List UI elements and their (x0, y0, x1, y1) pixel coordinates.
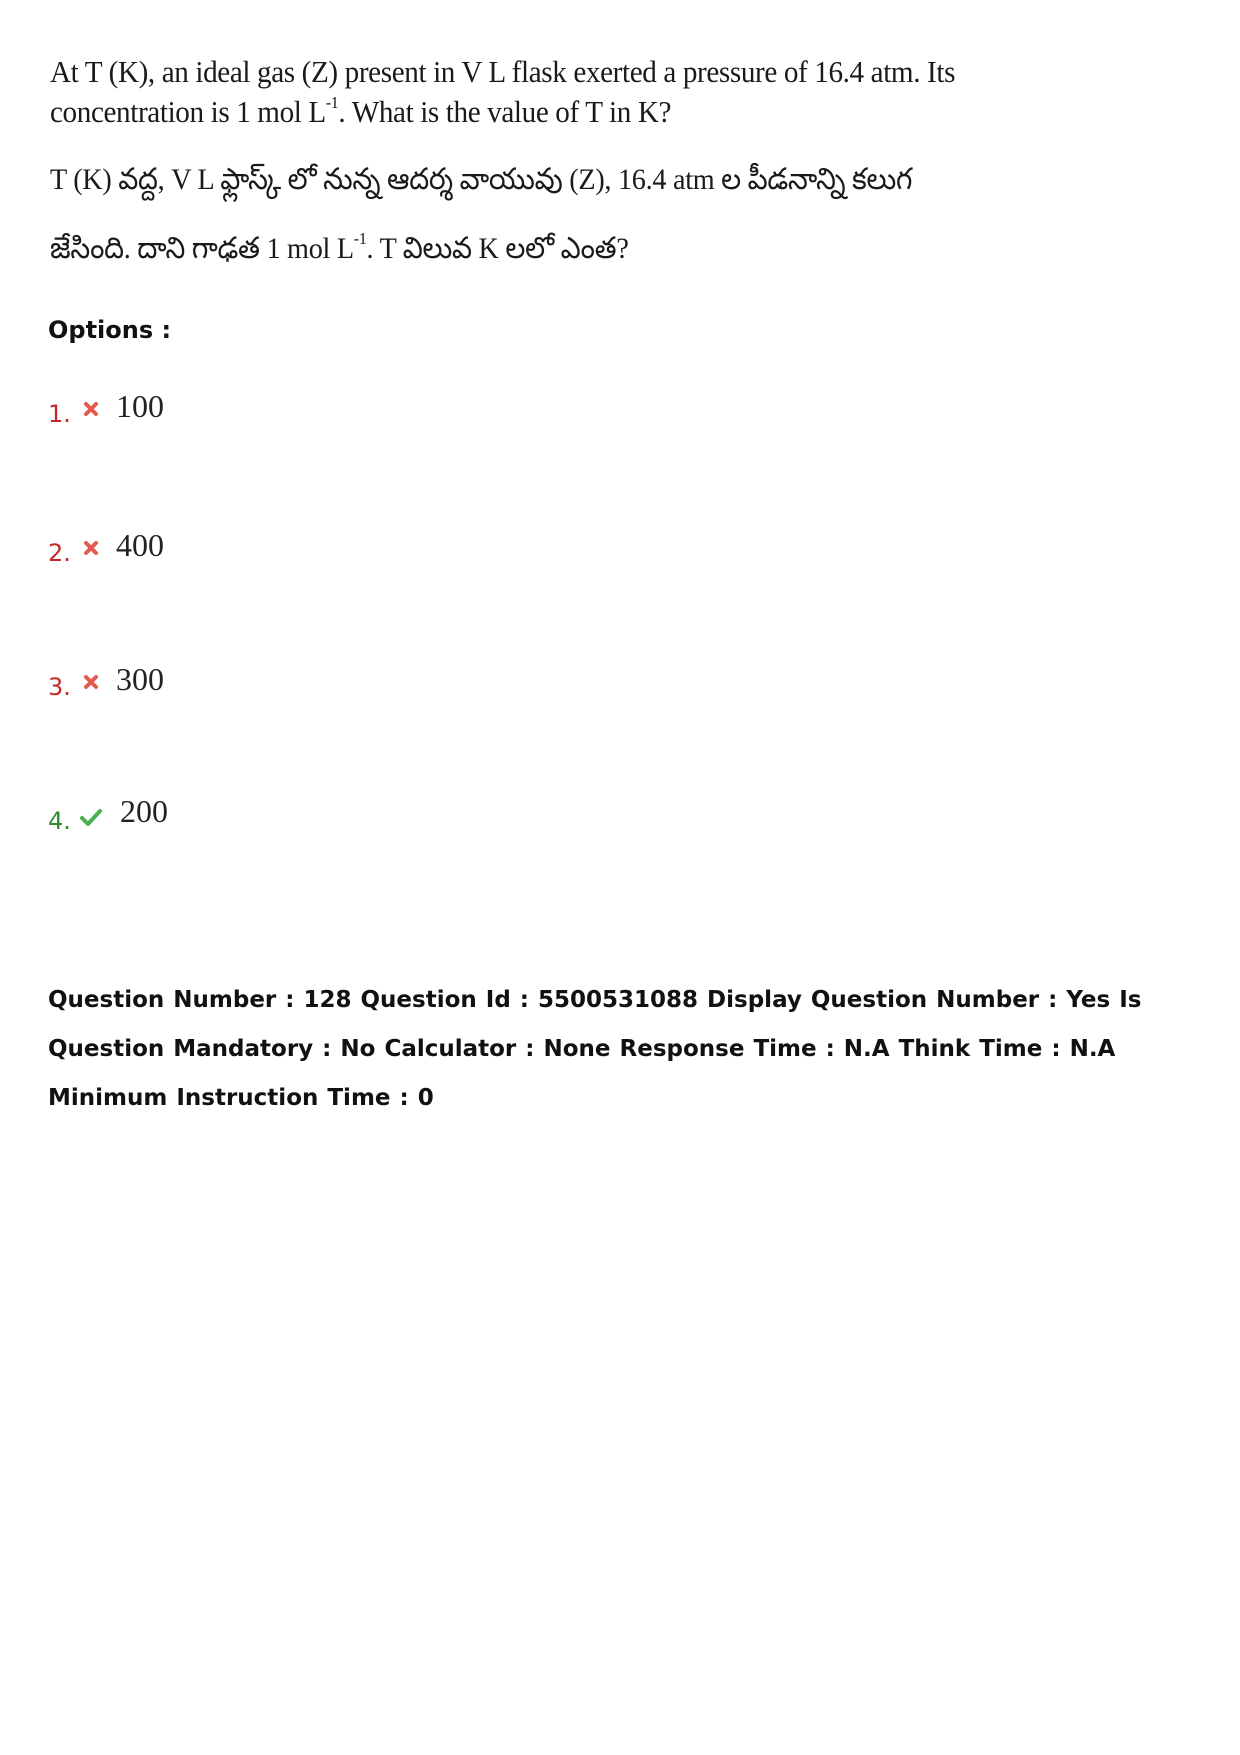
question-telugu-line-1 (50, 160, 913, 200)
option-4-value: 200 (120, 793, 168, 829)
question-telugu-line-1-text: T (K) వద్ద, V L ఫ్లాస్క్ లో నున్న ఆదర్శ వాయువు (Z), 16.4 atm ల పీడనాన్ని కలుగ (50, 163, 913, 196)
unit-superscript-telugu: -1 (353, 229, 367, 248)
option-1 (48, 388, 448, 438)
options-heading: Options : (48, 316, 172, 344)
option-1-number: 1. (48, 400, 71, 428)
cross-icon (80, 671, 102, 693)
question-english-line-2 (50, 92, 896, 132)
option-3-number: 3. (48, 673, 71, 701)
question-telugu-line-2 (50, 229, 896, 269)
option-3-value: 300 (116, 661, 164, 697)
question-english-line-2-text: concentration is 1 mol L (50, 94, 326, 129)
option-4 (48, 793, 448, 843)
question-english-line-2-end: . What is the value of T in K? (338, 94, 672, 129)
option-4-number: 4. (48, 807, 71, 835)
question-english-line-1-text: At T (K), an ideal gas (Z) present in V L flask exerted a pressure of 16.4 atm. Its (50, 54, 956, 89)
cross-icon (80, 398, 102, 420)
question-telugu-line-2-text: జేసింది. దాని గాఢత 1 mol L (50, 232, 354, 265)
unit-superscript: -1 (325, 93, 339, 112)
option-2 (48, 527, 448, 577)
option-2-number: 2. (48, 539, 71, 567)
question-text-image (50, 52, 956, 269)
option-2-value: 400 (116, 527, 164, 563)
option-1-value: 100 (116, 388, 164, 424)
question-telugu-line-2-end: . T విలువ K లలో ఎంత? (366, 232, 629, 265)
question-metadata: Question Number : 128 Question Id : 5500531088 Display Question Number : Yes Is Question Mandatory : No Calculator : None Response Time : N.A Think Time : N.A Minimum Instruction Time : 0 (48, 987, 1142, 1111)
option-3 (48, 661, 448, 711)
cross-icon (80, 537, 102, 559)
check-icon (78, 806, 104, 828)
question-english-line-1 (50, 52, 956, 92)
